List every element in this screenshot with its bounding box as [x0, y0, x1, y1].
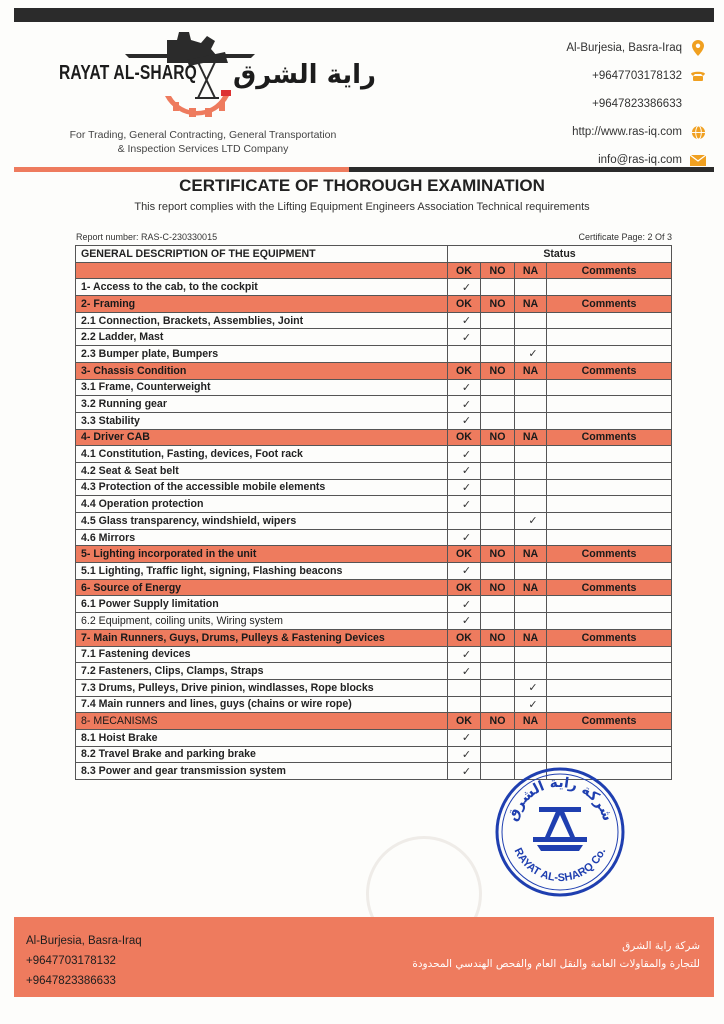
status-na-cell: [515, 513, 547, 530]
status-na-cell: [515, 396, 547, 413]
company-tagline: [58, 128, 348, 156]
item-label: 7.1 Fastening devices: [76, 646, 448, 663]
status-na-cell: [515, 496, 547, 513]
check-mark-icon: ✓: [461, 415, 472, 428]
company-logo: [55, 32, 377, 124]
comments-cell: [547, 679, 672, 696]
col-na-header: NA: [515, 362, 547, 379]
comments-cell: [547, 613, 672, 630]
status-na-cell: [515, 412, 547, 429]
section-label: 2- Framing: [76, 296, 448, 313]
section-row: [76, 362, 672, 379]
status-na-cell: [515, 446, 547, 463]
item-label: 2.1 Connection, Brackets, Assemblies, Joint: [76, 312, 448, 329]
location-pin-icon: [690, 40, 706, 56]
status-na-cell: [515, 729, 547, 746]
status-na-cell: [515, 613, 547, 630]
table-row: [76, 496, 672, 513]
page-footer: [14, 917, 714, 997]
status-no-cell: [481, 613, 515, 630]
item-label: 8.2 Travel Brake and parking brake: [76, 746, 448, 763]
item-label: 8.3 Power and gear transmission system: [76, 763, 448, 780]
email-text[interactable]: info@ras-iq.com: [598, 154, 682, 166]
col-ok-header: OK: [448, 429, 481, 446]
section-label: 4- Driver CAB: [76, 429, 448, 446]
comments-cell: [547, 462, 672, 479]
status-no-cell: [481, 663, 515, 680]
table-header-row: [76, 246, 672, 263]
status-na-cell: [515, 279, 547, 296]
col-no-header: NO: [481, 262, 515, 279]
table-row: [76, 396, 672, 413]
item-label: 6.1 Power Supply limitation: [76, 596, 448, 613]
status-no-cell: [481, 379, 515, 396]
status-ok-cell: [448, 329, 481, 346]
comments-cell: [547, 696, 672, 713]
check-mark-icon: ✓: [461, 448, 472, 461]
check-mark-icon: ✓: [528, 348, 538, 361]
col-na-header: NA: [515, 629, 547, 646]
col-comments-header: Comments: [547, 362, 672, 379]
tagline-line-2: & Inspection Services LTD Company: [117, 143, 289, 155]
website-text[interactable]: http://www.ras-iq.com: [572, 126, 682, 138]
status-na-cell: [515, 746, 547, 763]
status-ok-cell: [448, 396, 481, 413]
comments-cell: [547, 329, 672, 346]
contact-phone-1: [466, 62, 706, 90]
status-no-cell: [481, 529, 515, 546]
footer-phone-2: +9647823386633: [26, 975, 116, 987]
table-row: [76, 279, 672, 296]
section-row: [76, 579, 672, 596]
status-ok-cell: [448, 446, 481, 463]
check-mark-icon: ✓: [528, 515, 538, 528]
certificate-subtitle: This report complies with the Lifting Equipment Engineers Association Technical requirements: [134, 201, 590, 213]
table-row: [76, 379, 672, 396]
check-mark-icon: ✓: [461, 748, 472, 761]
status-na-cell: [515, 679, 547, 696]
status-ok-cell: [448, 279, 481, 296]
status-ok-cell: [448, 462, 481, 479]
comments-cell: [547, 729, 672, 746]
col-na-header: NA: [515, 546, 547, 563]
footer-arabic-description: للتجارة والمقاولات العامة والنقل العام والفحص الهندسي المحدودة: [412, 958, 700, 970]
comments-cell: [547, 396, 672, 413]
col-na-header: NA: [515, 262, 547, 279]
col-ok-header: OK: [448, 579, 481, 596]
table-row: [76, 312, 672, 329]
col-comments-header: Comments: [547, 546, 672, 563]
status-ok-cell: [448, 563, 481, 580]
header-divider-accent: [14, 167, 349, 172]
status-no-cell: [481, 329, 515, 346]
status-no-cell: [481, 346, 515, 363]
column-header-blank: [76, 262, 448, 279]
check-mark-icon: ✓: [461, 565, 472, 578]
item-label: 7.4 Main runners and lines, guys (chains or wire rope): [76, 696, 448, 713]
comments-cell: [547, 529, 672, 546]
contact-website[interactable]: [466, 118, 706, 146]
col-no-header: NO: [481, 579, 515, 596]
globe-icon: [690, 124, 706, 140]
col-no-header: NO: [481, 713, 515, 730]
check-mark-icon: ✓: [461, 665, 472, 678]
check-mark-icon: ✓: [461, 532, 472, 545]
check-mark-icon: ✓: [461, 315, 472, 328]
check-mark-icon: ✓: [528, 682, 538, 695]
status-ok-cell: [448, 596, 481, 613]
comments-cell: [547, 513, 672, 530]
examination-table: [75, 245, 672, 780]
logo-english-text: RAYAT AL-SHARQ: [59, 62, 197, 84]
check-mark-icon: ✓: [461, 331, 472, 344]
col-na-header: NA: [515, 579, 547, 596]
check-mark-icon: ✓: [461, 281, 472, 294]
status-no-cell: [481, 646, 515, 663]
section-label: 5- Lighting incorporated in the unit: [76, 546, 448, 563]
item-label: 4.6 Mirrors: [76, 529, 448, 546]
check-mark-icon: ✓: [461, 498, 472, 511]
item-label: 4.5 Glass transparency, windshield, wipers: [76, 513, 448, 530]
section-row: [76, 713, 672, 730]
comments-cell: [547, 312, 672, 329]
col-na-header: NA: [515, 429, 547, 446]
comments-cell: [547, 746, 672, 763]
table-row: [76, 462, 672, 479]
col-ok-header: OK: [448, 713, 481, 730]
table-row: [76, 446, 672, 463]
section-label: 7- Main Runners, Guys, Drums, Pulleys & Fastening Devices: [76, 629, 448, 646]
status-ok-cell: [448, 412, 481, 429]
status-no-cell: [481, 479, 515, 496]
item-label: 4.2 Seat & Seat belt: [76, 462, 448, 479]
check-mark-icon: ✓: [461, 598, 472, 611]
status-no-cell: [481, 279, 515, 296]
comments-cell: [547, 563, 672, 580]
item-label: 8.1 Hoist Brake: [76, 729, 448, 746]
spacer-icon: [690, 96, 706, 112]
status-no-cell: [481, 446, 515, 463]
status-ok-cell: [448, 696, 481, 713]
report-number: Report number: RAS-C-230330015: [76, 232, 218, 242]
table-row: [76, 729, 672, 746]
check-mark-icon: ✓: [461, 765, 472, 778]
comments-cell: [547, 279, 672, 296]
col-comments-header: Comments: [547, 296, 672, 313]
section-label: 6- Source of Energy: [76, 579, 448, 596]
col-no-header: NO: [481, 629, 515, 646]
item-label: 5.1 Lighting, Traffic light, signing, Flashing beacons: [76, 563, 448, 580]
col-na-header: NA: [515, 713, 547, 730]
item-label: 2.3 Bumper plate, Bumpers: [76, 346, 448, 363]
section-row: [76, 429, 672, 446]
status-ok-cell: [448, 663, 481, 680]
status-no-cell: [481, 596, 515, 613]
col-ok-header: OK: [448, 546, 481, 563]
col-comments-header: Comments: [547, 429, 672, 446]
footer-contact: [26, 931, 142, 991]
status-no-cell: [481, 729, 515, 746]
section-label: 8- MECANISMS: [76, 713, 448, 730]
col-ok-header: OK: [448, 629, 481, 646]
col-no-header: NO: [481, 546, 515, 563]
status-na-cell: [515, 479, 547, 496]
status-no-cell: [481, 496, 515, 513]
address-text: Al-Burjesia, Basra-Iraq: [566, 42, 682, 54]
status-na-cell: [515, 696, 547, 713]
status-ok-cell: [448, 312, 481, 329]
status-no-cell: [481, 563, 515, 580]
item-label: 4.4 Operation protection: [76, 496, 448, 513]
stamp-arabic-text: شركة راية الشرق: [504, 774, 616, 824]
col-no-header: NO: [481, 429, 515, 446]
status-ok-cell: [448, 746, 481, 763]
comments-cell: [547, 496, 672, 513]
stamp-seal-icon: [493, 765, 627, 899]
top-bar: [14, 8, 714, 22]
status-na-cell: [515, 646, 547, 663]
status-no-cell: [481, 513, 515, 530]
status-ok-cell: [448, 613, 481, 630]
table-row: [76, 412, 672, 429]
item-label: 2.2 Ladder, Mast: [76, 329, 448, 346]
status-ok-cell: [448, 646, 481, 663]
logo-arabic-text: راية الشرق: [233, 60, 377, 90]
status-na-cell: [515, 663, 547, 680]
status-no-cell: [481, 746, 515, 763]
contact-block: [466, 34, 706, 174]
item-label: 7.2 Fasteners, Clips, Clamps, Straps: [76, 663, 448, 680]
table-row: [76, 679, 672, 696]
status-na-cell: [515, 563, 547, 580]
status-ok-cell: [448, 513, 481, 530]
item-label: 3.1 Frame, Counterweight: [76, 379, 448, 396]
check-mark-icon: ✓: [461, 732, 472, 745]
item-label: 4.1 Constitution, Fasting, devices, Foot rack: [76, 446, 448, 463]
status-na-cell: [515, 529, 547, 546]
col-no-header: NO: [481, 296, 515, 313]
footer-arabic-name: شركة راية الشرق: [622, 940, 700, 952]
table-row: [76, 329, 672, 346]
table-row: [76, 563, 672, 580]
general-description-header: GENERAL DESCRIPTION OF THE EQUIPMENT: [76, 246, 448, 263]
phone-2-text: +9647823386633: [592, 98, 682, 110]
status-ok-cell: [448, 529, 481, 546]
section-row: [76, 296, 672, 313]
table-row: [76, 613, 672, 630]
item-label: 1- Access to the cab, to the cockpit: [76, 279, 448, 296]
item-label: 4.3 Protection of the accessible mobile elements: [76, 479, 448, 496]
comments-cell: [547, 412, 672, 429]
status-no-cell: [481, 462, 515, 479]
status-ok-cell: [448, 763, 481, 780]
status-ok-cell: [448, 479, 481, 496]
footer-phone-1: +9647703178132: [26, 955, 116, 967]
check-mark-icon: ✓: [461, 381, 472, 394]
table-row: [76, 346, 672, 363]
status-no-cell: [481, 679, 515, 696]
status-ok-cell: [448, 729, 481, 746]
table-row: [76, 529, 672, 546]
company-stamp: [493, 765, 627, 899]
comments-cell: [547, 446, 672, 463]
section-label: 3- Chassis Condition: [76, 362, 448, 379]
envelope-icon: [690, 152, 706, 168]
comments-cell: [547, 646, 672, 663]
footer-arabic: [412, 937, 700, 973]
status-no-cell: [481, 396, 515, 413]
col-na-header: NA: [515, 296, 547, 313]
item-label: 7.3 Drums, Pulleys, Drive pinion, windlasses, Rope blocks: [76, 679, 448, 696]
tagline-line-1: For Trading, General Contracting, General Transportation: [69, 129, 337, 141]
status-na-cell: [515, 379, 547, 396]
section-row: [76, 629, 672, 646]
col-ok-header: OK: [448, 262, 481, 279]
table-row: [76, 663, 672, 680]
status-no-cell: [481, 312, 515, 329]
status-ok-cell: [448, 379, 481, 396]
phone-1-text: +9647703178132: [592, 70, 682, 82]
col-ok-header: OK: [448, 362, 481, 379]
certificate-title: CERTIFICATE OF THOROUGH EXAMINATION: [179, 176, 545, 195]
col-comments-header: Comments: [547, 262, 672, 279]
table-row: [76, 746, 672, 763]
table-row: [76, 646, 672, 663]
table-row: [76, 479, 672, 496]
col-comments-header: Comments: [547, 579, 672, 596]
comments-cell: [547, 596, 672, 613]
status-na-cell: [515, 596, 547, 613]
status-na-cell: [515, 329, 547, 346]
status-ok-cell: [448, 679, 481, 696]
certificate-page: Certificate Page: 2 Of 3: [578, 232, 672, 242]
phone-icon: [690, 68, 706, 84]
footer-address: Al-Burjesia, Basra-Iraq: [26, 935, 142, 947]
column-header-row: [76, 262, 672, 279]
table-row: [76, 513, 672, 530]
status-header: Status: [448, 246, 672, 263]
section-row: [76, 546, 672, 563]
check-mark-icon: ✓: [461, 615, 472, 628]
col-no-header: NO: [481, 362, 515, 379]
header-divider-dark: [349, 167, 714, 172]
item-label: 6.2 Equipment, coiling units, Wiring system: [76, 613, 448, 630]
comments-cell: [547, 479, 672, 496]
status-na-cell: [515, 462, 547, 479]
check-mark-icon: ✓: [461, 481, 472, 494]
col-ok-header: OK: [448, 296, 481, 313]
status-ok-cell: [448, 346, 481, 363]
comments-cell: [547, 663, 672, 680]
stamp-english-text: RAYAT AL-SHARQ Co.: [511, 846, 609, 885]
check-mark-icon: ✓: [461, 398, 472, 411]
comments-cell: [547, 379, 672, 396]
check-mark-icon: ✓: [461, 465, 472, 478]
table-row: [76, 596, 672, 613]
table-row: [76, 696, 672, 713]
contact-address: [466, 34, 706, 62]
item-label: 3.3 Stability: [76, 412, 448, 429]
col-comments-header: Comments: [547, 629, 672, 646]
contact-phone-2: [466, 90, 706, 118]
status-ok-cell: [448, 496, 481, 513]
check-mark-icon: ✓: [461, 648, 472, 661]
status-na-cell: [515, 312, 547, 329]
item-label: 3.2 Running gear: [76, 396, 448, 413]
status-na-cell: [515, 346, 547, 363]
col-comments-header: Comments: [547, 713, 672, 730]
check-mark-icon: ✓: [528, 698, 538, 711]
status-no-cell: [481, 412, 515, 429]
comments-cell: [547, 346, 672, 363]
status-no-cell: [481, 696, 515, 713]
